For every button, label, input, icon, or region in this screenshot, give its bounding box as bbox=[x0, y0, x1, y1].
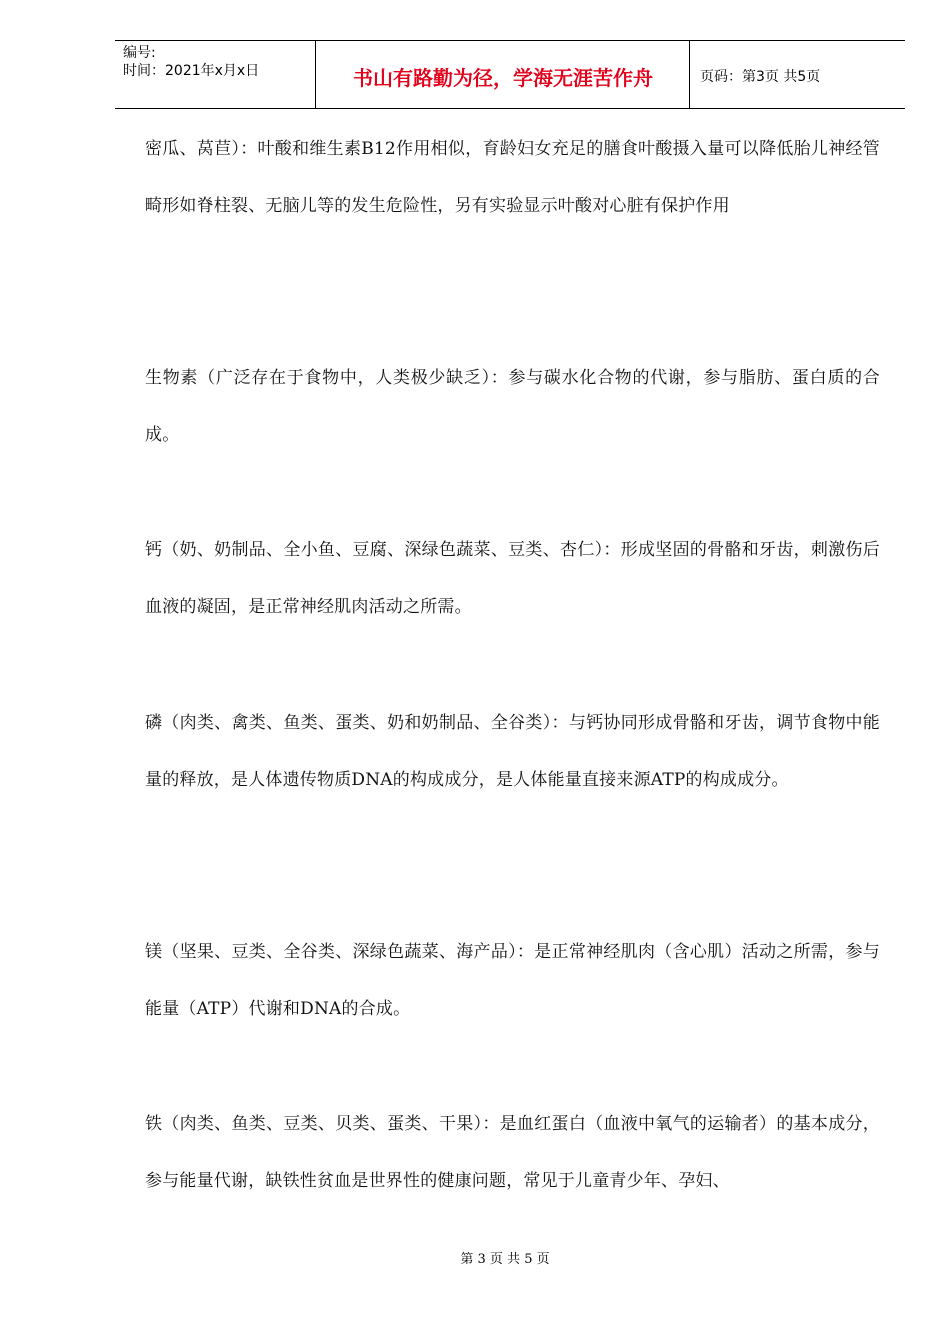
header-divider-left bbox=[315, 41, 316, 108]
paragraph-calcium: 钙（奶、奶制品、全小鱼、豆腐、深绿色蔬菜、豆类、杏仁）：形成坚固的骨骼和牙齿，刺激伤后血液的凝固，是正常神经肌肉活动之所需。 bbox=[145, 540, 880, 617]
page-footer: 第 3 页 共 5 页 bbox=[460, 1252, 550, 1267]
document-number-label: 编号: bbox=[123, 45, 156, 61]
paragraph-iron: 铁（肉类、鱼类、豆类、贝类、蛋类、干果）：是血红蛋白（血液中氧气的运输者）的基本成分，参与能量代谢，缺铁性贫血是世界性的健康问题，常见于儿童青少年、孕妇、 bbox=[145, 1114, 880, 1191]
header-meta bbox=[123, 44, 259, 80]
header-motto: 书山有路勤为径，学海无涯苦作舟 bbox=[353, 66, 653, 90]
document-header bbox=[115, 40, 905, 109]
paragraph-biotin: 生物素（广泛存在于食物中，人类极少缺乏）：参与碳水化合物的代谢，参与脂肪、蛋白质的合成。 bbox=[145, 368, 880, 445]
document-date: 时间：2021年x月x日 bbox=[123, 63, 260, 79]
paragraph-phosphorus: 磷（肉类、禽类、鱼类、蛋类、奶和奶制品、全谷类）：与钙协同形成骨骼和牙齿，调节食物中能量的释放，是人体遗传物质DNA的构成成分，是人体能量直接来源ATP的构成成分。 bbox=[145, 713, 880, 790]
paragraph-magnesium: 镁（坚果、豆类、全谷类、深绿色蔬菜、海产品）：是正常神经肌肉（含心肌）活动之所需，参与能量（ATP）代谢和DNA的合成。 bbox=[145, 942, 880, 1019]
header-page-info: 页码：第3页 共5页 bbox=[700, 69, 821, 85]
paragraph-folic-acid: 密瓜、莴苣）：叶酸和维生素B12作用相似，育龄妇女充足的膳食叶酸摄入量可以降低胎儿神经管畸形如脊柱裂、无脑儿等的发生危险性，另有实验显示叶酸对心脏有保护作用 bbox=[145, 139, 880, 216]
header-divider-right bbox=[689, 41, 690, 108]
